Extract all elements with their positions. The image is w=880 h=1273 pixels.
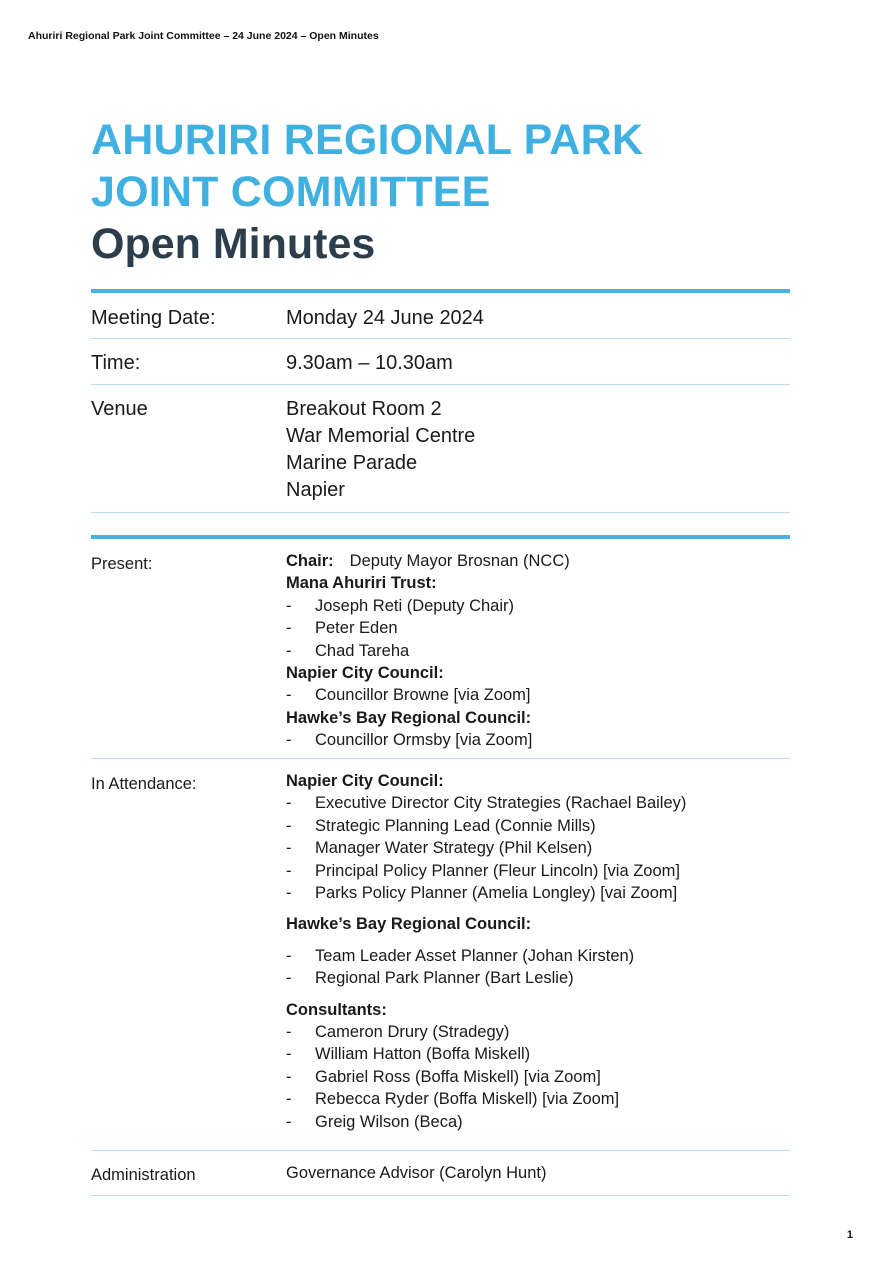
list-item: - Executive Director City Strategies (Rachael Bailey) [286, 794, 687, 813]
chair-name: Deputy Mayor Brosnan (NCC) [349, 552, 570, 570]
chair-line [286, 550, 786, 572]
chair-label: Chair: [286, 552, 334, 570]
title-line-1: AHURIRI REGIONAL PARK [91, 116, 644, 164]
group-heading: Mana Ahuriri Trust: [286, 574, 437, 593]
list-item: - Greig Wilson (Beca) [286, 1112, 463, 1131]
divider [91, 338, 790, 339]
list-item: - Team Leader Asset Planner (Johan Kirsten) [286, 946, 635, 965]
venue-label: Venue [91, 398, 148, 420]
time-label: Time: [91, 352, 141, 374]
list-item: - Strategic Planning Lead (Connie Mills) [286, 816, 596, 835]
document-subtitle: Open Minutes [91, 220, 376, 268]
list-item: - Councillor Browne [via Zoom] [286, 686, 531, 705]
meeting-date-value: Monday 24 June 2024 [286, 307, 484, 329]
list-item: - Chad Tareha [286, 641, 410, 660]
attendance-label: In Attendance: [91, 775, 197, 793]
list-item: - Peter Eden [286, 619, 398, 638]
list-item: - Regional Park Planner (Bart Leslie) [286, 969, 574, 988]
divider [91, 1150, 790, 1151]
divider [91, 535, 790, 539]
document-title [91, 114, 643, 270]
list-item: - Gabriel Ross (Boffa Miskell) [via Zoom] [286, 1067, 601, 1086]
group-heading: Napier City Council: [286, 772, 444, 790]
group-heading: Consultants: [286, 1000, 387, 1019]
list-item: - Principal Policy Planner (Fleur Lincoln) [via Zoom] [286, 861, 680, 880]
venue-line: Marine Parade [286, 452, 418, 474]
administration-label: Administration [91, 1166, 196, 1184]
list-item: - Cameron Drury (Stradegy) [286, 1023, 510, 1042]
list-item: - Joseph Reti (Deputy Chair) [286, 596, 514, 615]
list-item: - Rebecca Ryder (Boffa Miskell) [via Zoom] [286, 1090, 620, 1109]
group-heading: Hawke’s Bay Regional Council: [286, 708, 532, 727]
list-item: - Councillor Ormsby [via Zoom] [286, 731, 533, 750]
group-heading: Napier City Council: [286, 664, 444, 683]
title-line-2: JOINT COMMITTEE [91, 168, 491, 216]
venue-line: Napier [286, 479, 345, 501]
time-value: 9.30am – 10.30am [286, 352, 453, 374]
present-list [286, 550, 786, 752]
present-label: Present: [91, 555, 153, 573]
divider [91, 1195, 790, 1196]
administration-value: Governance Advisor (Carolyn Hunt) [286, 1164, 547, 1182]
attendance-list [286, 770, 786, 1133]
venue-line: War Memorial Centre [286, 425, 476, 447]
venue-line: Breakout Room 2 [286, 398, 442, 420]
venue-value [286, 396, 475, 504]
divider [91, 512, 790, 513]
list-item: - William Hatton (Boffa Miskell) [286, 1045, 531, 1064]
running-header: Ahuriri Regional Park Joint Committee – 24 June 2024 – Open Minutes [28, 30, 379, 42]
divider [91, 758, 790, 759]
group-heading: Hawke’s Bay Regional Council: [286, 915, 532, 934]
page-number: 1 [846, 1229, 853, 1241]
divider [91, 384, 790, 385]
meeting-date-label: Meeting Date: [91, 307, 216, 329]
list-item: - Parks Policy Planner (Amelia Longley) [vai Zoom] [286, 884, 678, 903]
divider [91, 289, 790, 293]
list-item: - Manager Water Strategy (Phil Kelsen) [286, 839, 593, 858]
